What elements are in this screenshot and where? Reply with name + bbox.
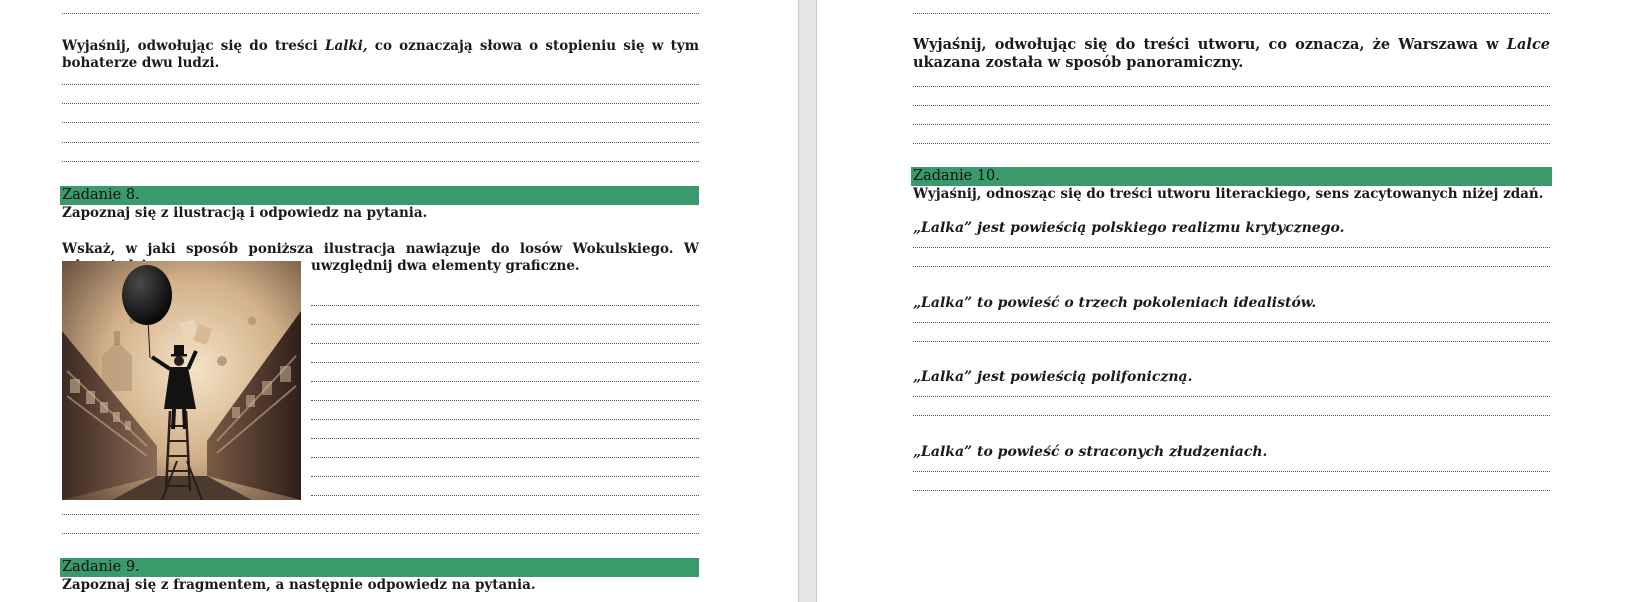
illustration-image: [62, 261, 301, 500]
page-gutter: [798, 0, 817, 602]
answer-line: [913, 86, 1550, 87]
answer-line: [311, 362, 699, 363]
answer-line: [62, 533, 699, 534]
answer-line: [311, 343, 699, 344]
answer-line: [913, 266, 1550, 267]
answer-line: [62, 161, 699, 162]
answer-line: [311, 457, 699, 458]
quote-2: „Lalka” to powieść o trzech pokoleniach idealistów.: [913, 295, 1317, 311]
answer-line: [62, 514, 699, 515]
answer-line: [311, 305, 699, 306]
task-9-instruction: Zapoznaj się z fragmentem, a następnie odpowiedz na pytania.: [62, 577, 536, 593]
answer-line: [311, 438, 699, 439]
question-text: Wyjaśnij, odwołując się do treści Lalki, co oznaczają słowa o stopieniu się w tym bohaterze dwu ludzi.: [62, 38, 699, 71]
answer-line: [62, 142, 699, 143]
answer-line: [311, 476, 699, 477]
answer-line: [913, 415, 1550, 416]
task-9-header: Zadanie 9.: [60, 558, 699, 577]
document-page-right: [817, 0, 1643, 602]
answer-line: [913, 143, 1550, 144]
answer-line: [913, 124, 1550, 125]
answer-line: [913, 322, 1550, 323]
question-text: Wyjaśnij, odwołując się do treści utworu, co oznacza, że Warszawa w Lalce ukazana została w sposób panoramiczny.: [913, 36, 1550, 71]
quote-1: „Lalka” jest powieścią polskiego realizmu krytycznego.: [913, 220, 1345, 236]
answer-line: [311, 419, 699, 420]
task-8-header: Zadanie 8.: [60, 186, 699, 205]
document-page-left: [0, 0, 798, 602]
answer-line: [913, 341, 1550, 342]
answer-line: [311, 400, 699, 401]
task-8-question-line2: uwzględnij dwa elementy graficzne.: [311, 258, 580, 274]
answer-line: [913, 490, 1550, 491]
answer-line: [311, 381, 699, 382]
answer-line: [62, 84, 699, 85]
answer-line: [913, 471, 1550, 472]
task-8-instruction: Zapoznaj się z ilustracją i odpowiedz na pytania.: [62, 205, 428, 221]
answer-line: [62, 103, 699, 104]
answer-line: [62, 13, 699, 14]
answer-line: [62, 122, 699, 123]
quote-4: „Lalka” to powieść o straconych złudzeniach.: [913, 444, 1268, 460]
task-10-header: Zadanie 10.: [911, 167, 1552, 186]
quote-3: „Lalka” jest powieścią polifoniczną.: [913, 369, 1193, 385]
answer-line: [913, 105, 1550, 106]
answer-line: [913, 13, 1550, 14]
answer-line: [913, 396, 1550, 397]
task-10-instruction: Wyjaśnij, odnosząc się do treści utworu literackiego, sens zacytowanych niżej zdań.: [913, 186, 1544, 202]
task-8-question-line1: Wskaż, w jaki sposób poniższa ilustracja nawiązuje do losów Wokulskiego. W: [62, 241, 699, 257]
answer-line: [913, 247, 1550, 248]
answer-line: [311, 495, 699, 496]
answer-line: [311, 324, 699, 325]
